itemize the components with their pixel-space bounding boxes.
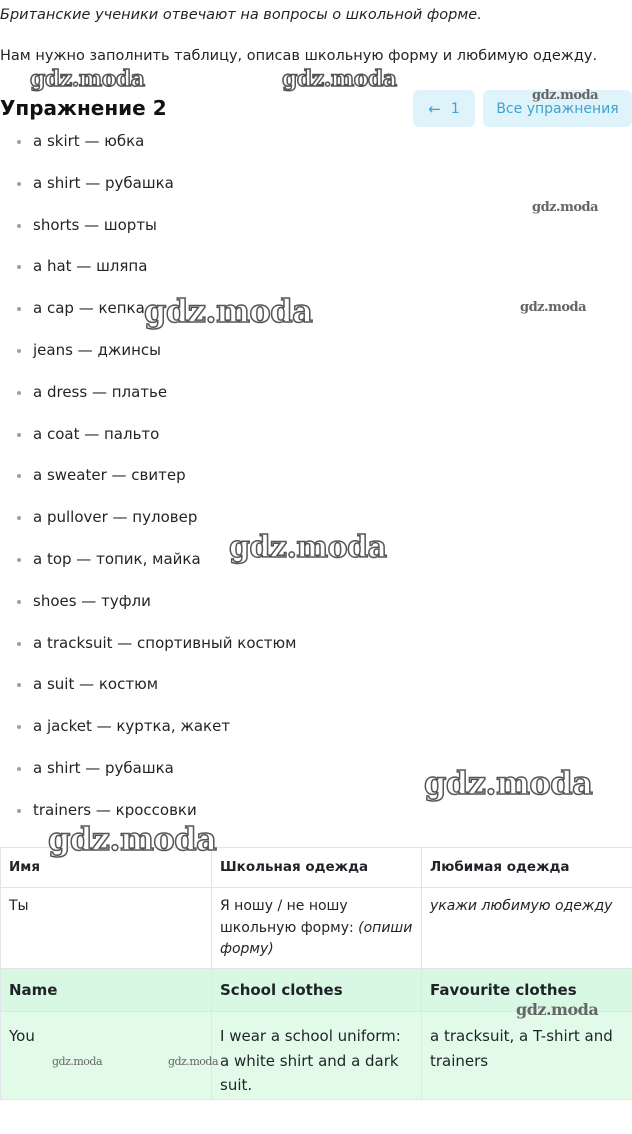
- exercise-title: Упражнение 2: [0, 96, 167, 120]
- watermark: gdz.moda: [282, 66, 397, 92]
- cell-school: [212, 888, 422, 969]
- table-row: [1, 1012, 632, 1100]
- list-item: a hat — шляпа: [0, 246, 632, 288]
- cell-favourite-hint: укажи любимую одежду: [430, 898, 613, 914]
- watermark: gdz.moda: [229, 530, 387, 565]
- cell-school: I wear a school uniform: a white shirt and a dark suit.: [212, 1012, 422, 1100]
- list-item: a jacket — куртка, жакет: [0, 706, 632, 748]
- all-exercises-button[interactable]: Все упражнения: [483, 90, 632, 127]
- cell-school-plain: Я ношу / не ношу школьную форму:: [220, 898, 359, 936]
- list-item: shoes — туфли: [0, 581, 632, 623]
- list-item: a cap — кепка: [0, 288, 632, 330]
- intro-text: Британские ученики отвечают на вопросы о школьной форме.: [0, 7, 482, 23]
- cell-favourite: [422, 888, 632, 969]
- arrow-left-icon: ←: [428, 99, 441, 118]
- watermark: gdz.moda: [168, 1055, 219, 1068]
- column-header-school: Школьная одежда: [212, 848, 422, 888]
- watermark: gdz.moda: [532, 200, 599, 215]
- watermark: gdz.moda: [48, 820, 217, 858]
- list-item: a dress — платье: [0, 372, 632, 414]
- cell-favourite: a tracksuit, a T-shirt and trainers: [422, 1012, 632, 1100]
- table-header-row: [1, 848, 632, 888]
- previous-exercise-label: 1: [450, 100, 460, 117]
- table-answer-en: [0, 968, 632, 1100]
- table-header-row: [1, 969, 632, 1012]
- list-item: a sweater — свитер: [0, 455, 632, 497]
- table-row: [1, 888, 632, 969]
- cell-name: Ты: [1, 888, 212, 969]
- list-item: trainers — кроссовки: [0, 790, 632, 832]
- watermark: gdz.moda: [52, 1055, 103, 1068]
- watermark: gdz.moda: [532, 88, 599, 103]
- list-item: a pullover — пуловер: [0, 497, 632, 539]
- list-item: shorts — шорты: [0, 205, 632, 247]
- column-header-favourite: Любимая одежда: [422, 848, 632, 888]
- list-item: a shirt — рубашка: [0, 748, 632, 790]
- list-item: a suit — костюм: [0, 664, 632, 706]
- list-item: a skirt — юбка: [0, 122, 632, 163]
- column-header-name: Name: [1, 969, 212, 1012]
- cell-school-hint: (опиши форму): [220, 919, 413, 957]
- watermark: gdz.moda: [144, 292, 313, 330]
- column-header-favourite: Favourite clothes: [422, 969, 632, 1012]
- watermark: gdz.moda: [30, 66, 145, 92]
- cell-name: You: [1, 1012, 212, 1100]
- list-item: jeans — джинсы: [0, 330, 632, 372]
- table-template-ru: [0, 847, 632, 969]
- vocabulary-list: [0, 122, 632, 834]
- list-item: a coat — пальто: [0, 414, 632, 456]
- task-text: Нам нужно заполнить таблицу, описав школьную форму и любимую одежду.: [0, 48, 598, 64]
- column-header-name: Имя: [1, 848, 212, 888]
- column-header-school: School clothes: [212, 969, 422, 1012]
- list-item: a tracksuit — спортивный костюм: [0, 623, 632, 665]
- list-item: a shirt — рубашка: [0, 163, 632, 205]
- watermark: gdz.moda: [424, 764, 593, 802]
- watermark: gdz.moda: [520, 300, 587, 315]
- list-item: a top — топик, майка: [0, 539, 632, 581]
- watermark: gdz.moda: [516, 1000, 599, 1019]
